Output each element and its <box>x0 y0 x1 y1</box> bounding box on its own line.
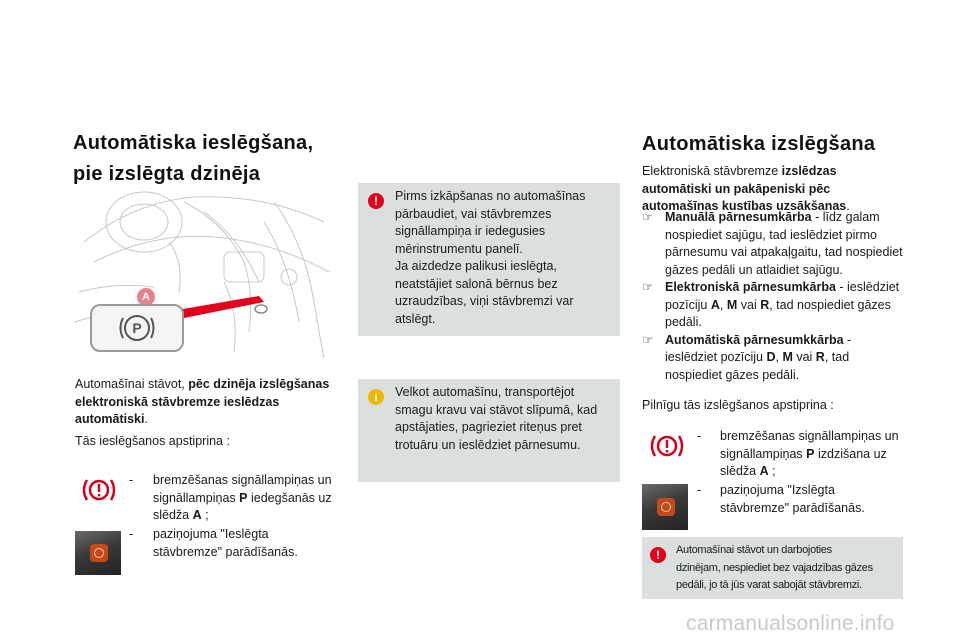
middle-warning-line: uzraudzības, viņi stāvbremzi var <box>395 294 574 308</box>
middle-info-panel <box>358 379 620 482</box>
right-item-2-dash: - <box>697 483 702 497</box>
middle-info-text <box>395 384 615 454</box>
right-display-indicator <box>657 498 675 516</box>
right-warning-line: pedāli, jo tā jūs varat sabojāt stāvbremzi. <box>676 579 862 591</box>
right-title: Automātiska izslēgšana <box>642 133 876 155</box>
right-warning-text <box>676 542 900 595</box>
parking-brake-icon <box>92 306 182 350</box>
right-item-1-b: P <box>806 446 815 461</box>
right-warning-line: dzinējam, nespiediet bez vajadzības gāzes <box>676 561 873 574</box>
left-confirm-text: Tās ieslēgšanos apstiprina : <box>75 434 230 448</box>
middle-warning-line: mērinstrumentu panelī. <box>395 241 523 256</box>
bullet-electronic-pos-m: M <box>726 297 738 312</box>
middle-warning-line: atslēgt. <box>395 311 436 326</box>
middle-info-line: Velkot automašīnu, transportējot <box>395 385 575 399</box>
left-para-bold: pēc dzinēja izslēgšanas elektroniskā stāvbremze ieslēdzas automātiski <box>75 377 330 426</box>
bullet-electronic-sep: , <box>719 297 727 312</box>
middle-info-line: apstājaties, pagrieziet riteņus pret <box>395 420 582 434</box>
middle-warning-line: Pirms izkāpšanas no automašīnas <box>395 189 586 203</box>
right-warning-symbol <box>648 430 686 467</box>
middle-warning-line: pārbaudiet, vai stāvbremzes <box>395 206 552 221</box>
middle-info-line: trotuāru un ieslēdziet pārnesumu. <box>395 437 581 452</box>
bullet-automatic-end: , tad nospiediet gāzes pedāli. <box>665 350 850 382</box>
right-item-1-d: A <box>759 464 769 478</box>
left-display-indicator <box>90 544 108 562</box>
right-warning-line: Automašīnai stāvot un darbojoties <box>676 544 832 556</box>
right-display-thumbnail <box>642 484 688 530</box>
right-intro-end: . <box>846 199 850 213</box>
bullet-automatic-pos-r: R <box>815 350 825 364</box>
left-display-brake-icon <box>94 548 104 558</box>
brake-warning-icon <box>648 430 686 462</box>
middle-warning-panel <box>358 183 620 336</box>
right-intro-bold: izslēdzas automātiski un pakāpeniski pēc automašīnas kustības uzsākšanas <box>642 164 847 213</box>
right-item-1-c: izdzišana uz slēdža <box>720 446 887 478</box>
right-intro <box>642 163 904 216</box>
left-warning-symbol <box>80 474 118 511</box>
left-item-1-c: iedegšanās uz slēdža <box>153 490 332 522</box>
bullet-automatic <box>642 332 904 385</box>
left-item-1-b: P <box>239 490 248 505</box>
parking-brake-switch <box>90 304 184 352</box>
left-item-1-e: ; <box>201 508 209 522</box>
bullet-electronic <box>642 279 904 332</box>
left-title-line2: pie izslēgta dzinēja <box>73 163 261 185</box>
middle-warning-line: signāllampiņa ir iedegusies <box>395 224 546 238</box>
bullet-marker-icon: ☞ <box>642 210 654 224</box>
left-item-2-text: paziņojuma "Ieslēgta stāvbremze" parādīšanās. <box>153 527 298 559</box>
bullet-electronic-bold: Elektroniskā pārnesumkārba <box>665 280 836 294</box>
bullet-electronic-pos-r: R <box>760 297 770 312</box>
bullet-automatic-bold: Automātiskā pārnesumkkārba <box>665 332 844 347</box>
bullet-manual <box>642 209 904 279</box>
warning-icon: ! <box>368 193 384 209</box>
right-item-1-text <box>720 428 906 481</box>
bullet-electronic-end: , tad nospiediet gāzes pedāli. <box>665 297 891 329</box>
info-icon: i <box>368 389 384 405</box>
left-para-plain: Automašīnai stāvot, <box>75 377 189 391</box>
left-item-2-dash: - <box>129 527 134 541</box>
middle-warning-line: Ja aizdedze palikusi ieslēgta, <box>395 259 557 273</box>
right-item-2-text: paziņojuma "Izslēgta stāvbremze" parādīšanās. <box>720 483 865 515</box>
right-intro-plain: Elektroniskā stāvbremze <box>642 164 782 178</box>
left-title <box>73 128 343 190</box>
bullet-electronic-vai: vai <box>737 297 761 312</box>
warning-icon: ! <box>650 547 666 563</box>
right-warning-panel <box>642 537 903 599</box>
left-title-line1: Automātiska ieslēgšana, <box>73 132 314 154</box>
left-item-1-a: bremzēšanas signāllampiņas un signāllampiņas <box>153 473 332 505</box>
left-item-1-d: A <box>192 508 202 522</box>
brake-warning-icon <box>80 474 118 506</box>
right-item-1-dash: - <box>697 429 702 443</box>
right-display-brake-icon <box>661 502 671 512</box>
bullet-automatic-pos-d: D <box>766 350 776 364</box>
bullet-marker-icon: ☞ <box>642 332 654 347</box>
bullet-electronic-a: - ieslēdziet pozīciju <box>665 280 900 312</box>
bullet-manual-bold: Manuālā pārnesumkārba <box>665 210 812 224</box>
callout-badge-label: A <box>142 291 150 303</box>
svg-text:P: P <box>132 320 142 336</box>
bullet-automatic-a: - ieslēdziet pozīciju <box>665 332 852 364</box>
cockpit-illustration <box>74 182 340 358</box>
bullet-automatic-pos-m: M <box>782 350 793 364</box>
left-paragraph <box>75 376 337 429</box>
bullet-automatic-sep: , <box>775 350 783 364</box>
middle-info-line: smagu kravu vai stāvot slīpumā, kad <box>395 402 598 417</box>
right-item-1-a: bremzēšanas signāllampiņas un signāllampiņas <box>720 429 899 461</box>
right-bullet-list <box>642 209 904 384</box>
right-confirm-text: Pilnīgu tās izslēgšanos apstiprina : <box>642 398 834 412</box>
bullet-marker-icon: ☞ <box>642 280 654 294</box>
left-item-1-dash: - <box>129 473 134 487</box>
watermark: carmanualsonline.info <box>686 612 895 635</box>
left-item-1-text <box>153 472 339 525</box>
right-item-1-e: ; <box>768 464 776 478</box>
left-para-end: . <box>144 412 148 426</box>
middle-warning-text <box>395 188 615 328</box>
bullet-manual-text: - līdz galam nospiediet sajūgu, tad ieslēdziet pirmo pārnesumu vai atpakaļgaitu, tad nospiediet gāzes pedāli un atlaidiet sajūgu. <box>665 210 903 277</box>
bullet-electronic-pos-a: A <box>710 297 720 312</box>
middle-warning-line: neatstājiet salonā bērnus bez <box>395 276 558 291</box>
bullet-automatic-vai: vai <box>792 350 816 364</box>
left-display-thumbnail <box>75 531 121 575</box>
